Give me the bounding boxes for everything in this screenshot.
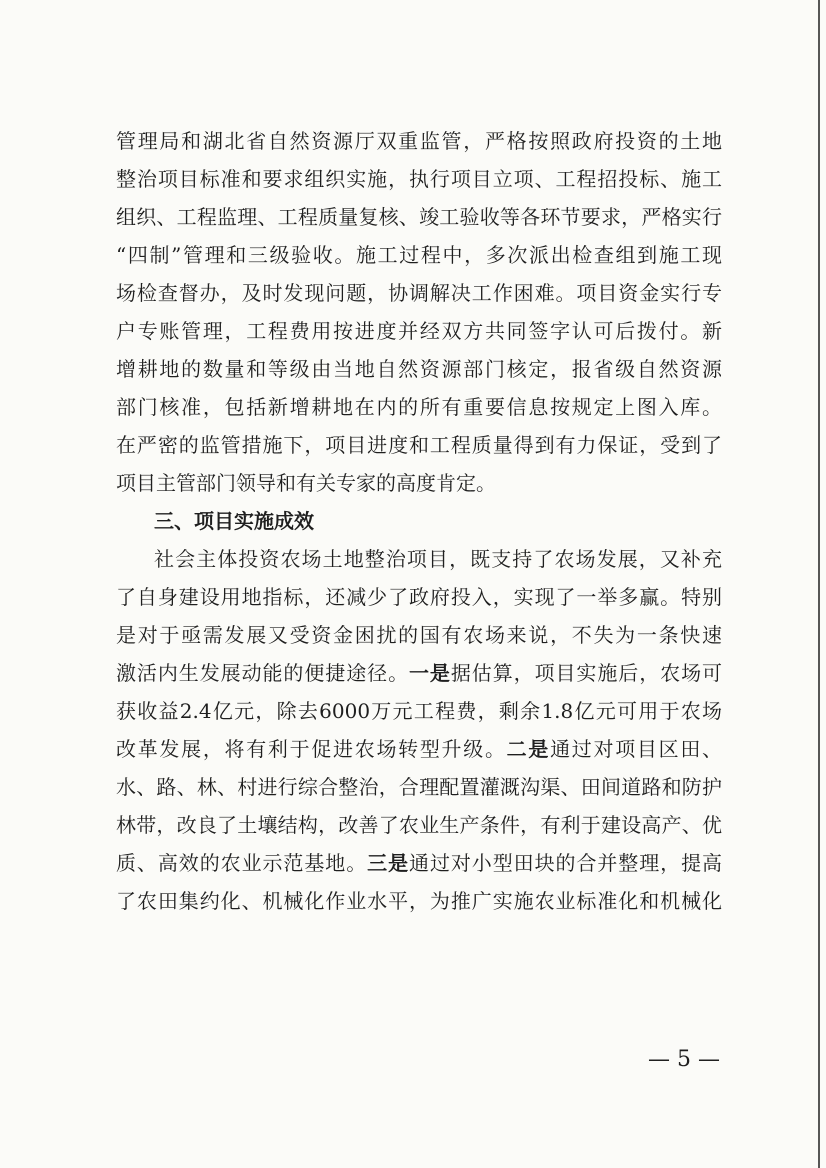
text-line: 项目主管部门领导和有关专家的高度肯定。 [116, 471, 496, 495]
text-segment: 改革发展，将有利于促进农场转型升级。 [116, 737, 507, 761]
text-line [116, 730, 722, 768]
text-segment: 通过对小型田块的合并整理，提高 [409, 851, 722, 875]
text-line: 管理局和湖北省自然资源厅双重监管，严格按照政府投资的土地 [116, 129, 722, 153]
text-line: 了农田集约化、机械化作业水平，为推广实施农业标准化和机械化 [116, 889, 722, 913]
text-line: 社会主体投资农场土地整治项目，既支持了农场发展，又补充 [154, 547, 722, 571]
body-text [116, 122, 722, 920]
text-line: 部门核准，包括新增耕地在内的所有重要信息按规定上图入库。 [116, 395, 722, 419]
text-line: 林带，改良了土壤结构，改善了农业生产条件，有利于建设高产、优 [116, 813, 722, 837]
text-line: 组织、工程监理、工程质量复核、竣工验收等各环节要求，严格实行 [116, 205, 722, 229]
text-segment: 质、高效的农业示范基地。 [116, 851, 368, 875]
text-line: 水、路、林、村进行综合整治，合理配置灌溉沟渠、田间道路和防护 [116, 775, 722, 799]
text-line: 在严密的监管措施下，项目进度和工程质量得到有力保证，受到了 [116, 433, 722, 457]
text-line: “四制”管理和三级验收。施工过程中，多次派出检查组到施工现 [116, 243, 722, 267]
text-line [116, 654, 722, 692]
text-line: 获收益2.4亿元，除去6000万元工程费，剩余1.8亿元可用于农场 [116, 699, 722, 723]
text-segment: 通过对项目区田、 [550, 737, 722, 761]
section-heading: 三、项目实施成效 [154, 509, 314, 533]
page-edge-line [818, 0, 820, 1168]
text-line: 增耕地的数量和等级由当地自然资源部门核定，报省级自然资源 [116, 357, 722, 381]
text-line: 了自身建设用地指标，还减少了政府投入，实现了一举多赢。特别 [116, 585, 722, 609]
text-segment: 激活内生发展动能的便捷途径。 [116, 661, 409, 685]
text-segment: 据估算，项目实施后，农场可 [450, 661, 722, 685]
page-number: — 5 — [648, 1047, 720, 1072]
emphasis-text: 二是 [506, 737, 551, 761]
text-line [116, 844, 722, 882]
text-line: 整治项目标准和要求组织实施，执行项目立项、工程招投标、施工 [116, 167, 722, 191]
text-line: 场检查督办，及时发现问题，协调解决工作困难。项目资金实行专 [116, 281, 722, 305]
emphasis-text: 三是 [367, 851, 410, 875]
emphasis-text: 一是 [409, 661, 451, 685]
text-line: 是对于亟需发展又受资金困扰的国有农场来说，不失为一条快速 [116, 623, 722, 647]
text-line: 户专账管理，工程费用按进度并经双方共同签字认可后拨付。新 [116, 319, 722, 343]
